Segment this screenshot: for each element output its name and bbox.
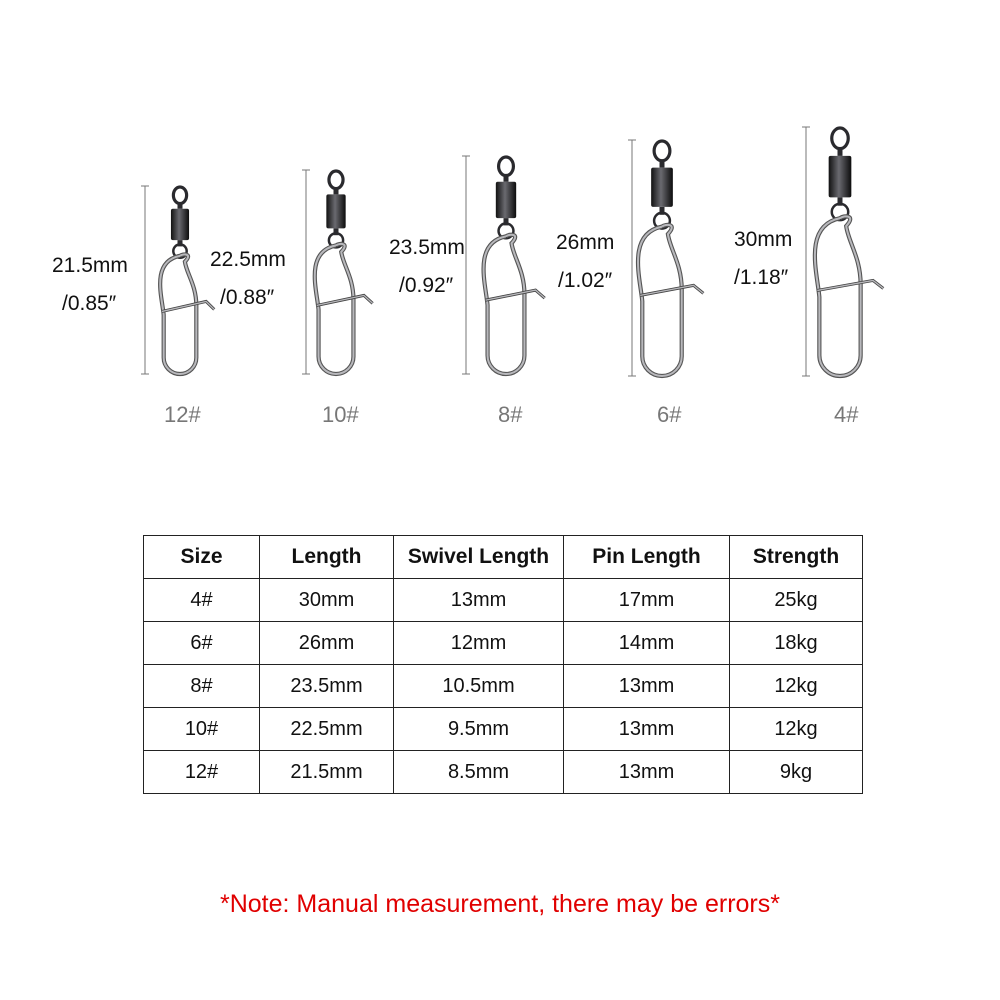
table-cell: 30mm xyxy=(260,579,394,622)
dim-label-10 xyxy=(210,242,286,316)
table-cell: 18kg xyxy=(730,622,863,665)
table-cell: 10.5mm xyxy=(394,665,564,708)
measurement-note: *Note: Manual measurement, there may be errors* xyxy=(220,890,780,918)
dim-label-6 xyxy=(556,225,614,299)
table-row xyxy=(144,708,863,751)
table-cell: 13mm xyxy=(564,751,730,794)
table-cell: 12mm xyxy=(394,622,564,665)
length-text: 23.5mm xyxy=(389,236,465,259)
table-row xyxy=(144,751,863,794)
header-size: Size xyxy=(144,536,260,579)
snap-swivel-8 xyxy=(462,156,545,374)
product-illustration xyxy=(0,0,1000,460)
table-cell: 21.5mm xyxy=(260,751,394,794)
inch-text: /0.88″ xyxy=(220,286,275,309)
product-figure xyxy=(0,0,1000,460)
table-cell: 8# xyxy=(144,665,260,708)
table-header-row xyxy=(144,536,863,579)
length-text: 22.5mm xyxy=(210,248,286,271)
table-cell: 14mm xyxy=(564,622,730,665)
header-length: Length xyxy=(260,536,394,579)
inch-text: /0.85″ xyxy=(62,292,117,315)
inch-text: /1.18″ xyxy=(734,266,789,289)
dim-label-8 xyxy=(389,230,465,304)
snap-swivel-6 xyxy=(628,140,703,376)
length-text: 21.5mm xyxy=(52,254,128,277)
table-cell: 13mm xyxy=(564,708,730,751)
dim-label-4 xyxy=(734,222,792,296)
table-cell: 17mm xyxy=(564,579,730,622)
table-cell: 9.5mm xyxy=(394,708,564,751)
table-cell: 13mm xyxy=(394,579,564,622)
table-cell: 8.5mm xyxy=(394,751,564,794)
table-cell: 26mm xyxy=(260,622,394,665)
table-cell: 22.5mm xyxy=(260,708,394,751)
table-cell: 10# xyxy=(144,708,260,751)
table-row xyxy=(144,665,863,708)
table-cell: 25kg xyxy=(730,579,863,622)
table-cell: 4# xyxy=(144,579,260,622)
table-row xyxy=(144,579,863,622)
snap-swivel-10 xyxy=(302,170,373,374)
header-swivel-length: Swivel Length xyxy=(394,536,564,579)
snap-swivel-4 xyxy=(802,127,883,376)
length-text: 30mm xyxy=(734,228,793,251)
table-cell: 6# xyxy=(144,622,260,665)
table-row xyxy=(144,622,863,665)
size-label-12: 12# xyxy=(164,402,201,427)
spec-table xyxy=(143,535,863,794)
size-label-4: 4# xyxy=(834,402,859,427)
table-cell: 12kg xyxy=(730,665,863,708)
header-strength: Strength xyxy=(730,536,863,579)
snap-swivel-12 xyxy=(141,186,214,374)
table-cell: 12kg xyxy=(730,708,863,751)
inch-text: /0.92″ xyxy=(399,274,454,297)
table-cell: 13mm xyxy=(564,665,730,708)
table-cell: 9kg xyxy=(730,751,863,794)
size-label-8: 8# xyxy=(498,402,523,427)
dim-label-12 xyxy=(52,248,128,322)
table-cell: 23.5mm xyxy=(260,665,394,708)
inch-text: /1.02″ xyxy=(558,269,613,292)
size-label-10: 10# xyxy=(322,402,359,427)
header-pin-length: Pin Length xyxy=(564,536,730,579)
table-cell: 12# xyxy=(144,751,260,794)
length-text: 26mm xyxy=(556,231,615,254)
size-label-6: 6# xyxy=(657,402,682,427)
